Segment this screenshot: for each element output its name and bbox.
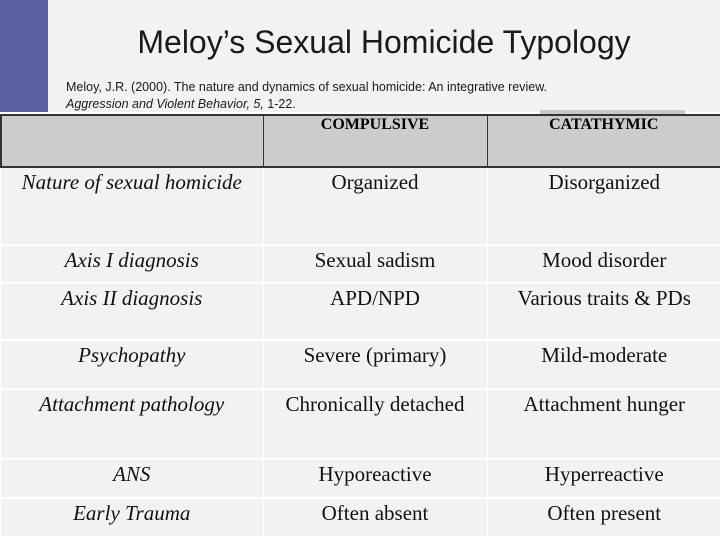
compulsive-cell: Organized [263, 167, 487, 245]
accent-bar [0, 0, 48, 112]
row-label: Nature of sexual homicide [1, 167, 263, 245]
catathymic-cell: Disorganized [487, 167, 720, 245]
row-label: Attachment pathology [1, 389, 263, 459]
row-label: Early Trauma [1, 498, 263, 536]
catathymic-cell: Various traits & PDs [487, 283, 720, 340]
table-row [1, 340, 720, 389]
table-header-row [1, 115, 720, 167]
table-row [1, 389, 720, 459]
table-row [1, 459, 720, 498]
compulsive-cell: Often absent [263, 498, 487, 536]
header-cell-empty [1, 115, 263, 167]
catathymic-cell: Hyperreactive [487, 459, 720, 498]
row-label: Axis II diagnosis [1, 283, 263, 340]
table-row [1, 498, 720, 536]
catathymic-cell: Attachment hunger [487, 389, 720, 459]
row-label: ANS [1, 459, 263, 498]
row-label: Psychopathy [1, 340, 263, 389]
compulsive-cell: Chronically detached [263, 389, 487, 459]
table-row [1, 167, 720, 245]
citation-journal: Aggression and Violent Behavior, 5, [66, 97, 264, 111]
compulsive-cell: Sexual sadism [263, 245, 487, 283]
compulsive-cell: APD/NPD [263, 283, 487, 340]
compulsive-cell: Hyporeactive [263, 459, 487, 498]
citation-pages: 1-22. [263, 97, 296, 111]
compulsive-cell: Severe (primary) [263, 340, 487, 389]
catathymic-cell: Mood disorder [487, 245, 720, 283]
table-row [1, 283, 720, 340]
typology-table [0, 114, 720, 536]
catathymic-cell: Mild-moderate [487, 340, 720, 389]
catathymic-cell: Often present [487, 498, 720, 536]
row-label: Axis I diagnosis [1, 245, 263, 283]
header-catathymic: CATATHYMIC [487, 115, 720, 167]
citation [66, 79, 547, 113]
header-compulsive: COMPULSIVE [263, 115, 487, 167]
slide-title: Meloy’s Sexual Homicide Typology [137, 24, 631, 60]
citation-line: Meloy, J.R. (2000). The nature and dynamics of sexual homicide: An integrative review. [66, 80, 548, 94]
table-row [1, 245, 720, 283]
